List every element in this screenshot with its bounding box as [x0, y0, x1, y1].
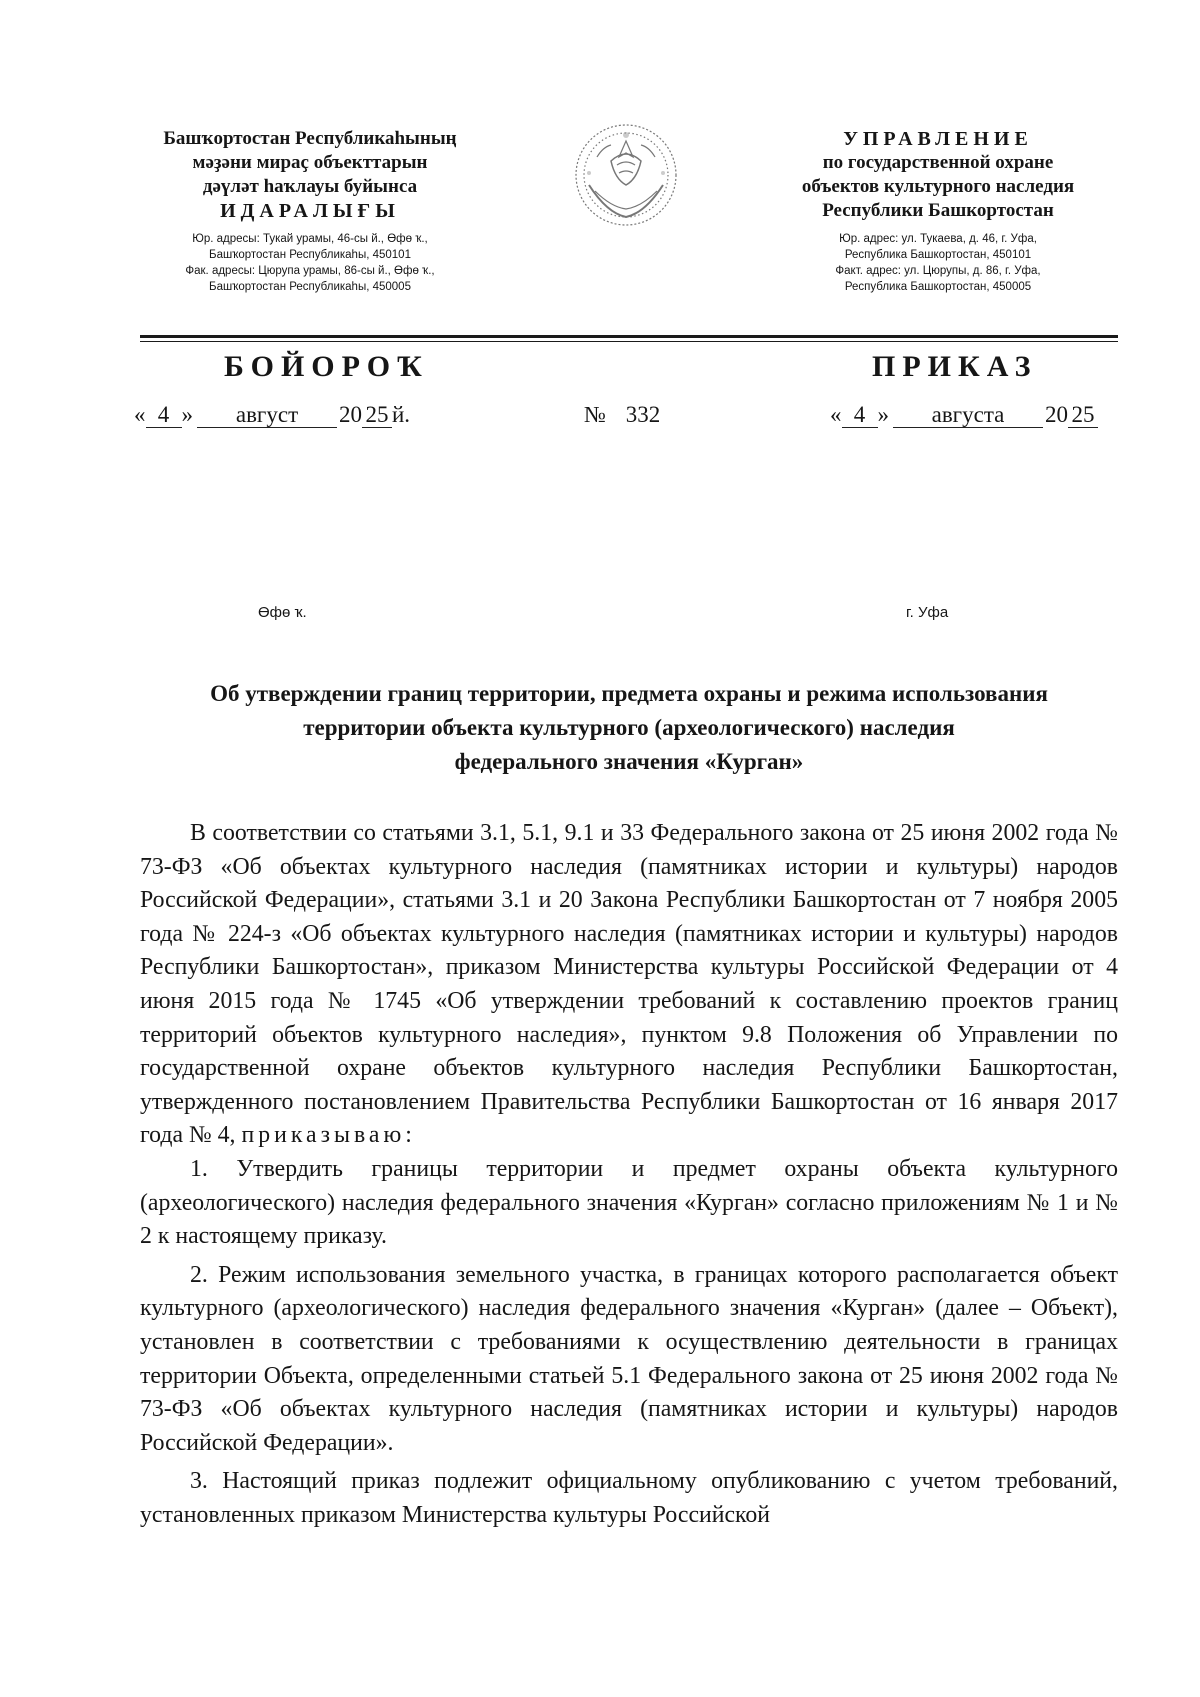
header-left-line-2: мәҙәни мираҫ объекттарын	[192, 152, 428, 173]
header-divider-thin	[140, 341, 1118, 342]
header-left-address-line-4: Башҡортостан Республикаһы, 450005	[209, 281, 411, 293]
document-body	[140, 817, 1118, 1532]
city-bashkir: Өфө ҡ.	[258, 604, 307, 621]
document-title-line-1: Об утверждении границ территории, предмета охраны и режима использования	[210, 681, 1048, 706]
body-paragraph-2: 2. Режим использования земельного участка, в границах которого располагается объект культурного (археологического) наследия федерального значения «Курган» (далее – Объект), установлен в соответствии с требованиями к осуществлению деятельности в границах территории Объекта, определенными статьей 5.1 Федерального закона от 25 июня 2002 года № 73-ФЗ «Об объектах культурного наследия (памятниках истории и культуры) народов Российской Федерации».	[140, 1261, 1118, 1456]
coat-of-arms-emblem-icon	[567, 117, 685, 229]
date-right-year-prefix: 20	[1045, 402, 1068, 427]
header-right-line-1: по государственной охране	[822, 152, 1054, 173]
date-right	[830, 402, 1098, 428]
header-right-address-line-2: Республика Башкортостан, 450101	[844, 249, 1032, 261]
date-left-suffix: й.	[392, 402, 411, 427]
body-order-word: приказываю:	[241, 1122, 416, 1149]
header-left-address	[110, 231, 510, 295]
header-right-caps: УПРАВЛЕНИЕ	[843, 128, 1033, 150]
header-left-line-3: дәүләт һаҡлауы буйынса	[202, 176, 418, 197]
header-divider-thick	[140, 335, 1118, 338]
body-paragraph-3: 3. Настоящий приказ подлежит официальному опубликованию с учетом требований, установленных приказом Министерства культуры Российской	[140, 1468, 1118, 1528]
date-left-year-prefix: 20	[339, 402, 362, 427]
order-number	[584, 402, 660, 428]
header-left-line-1: Башҡортостан Республикаһының	[163, 128, 457, 149]
date-right-year: 25	[1068, 403, 1098, 428]
date-left	[134, 402, 410, 428]
document-title	[140, 677, 1118, 779]
body-preamble-text: В соответствии со статьями 3.1, 5.1, 9.1 и 33 Федерального закона от 25 июня 2002 года № 73-ФЗ «Об объектах культурного наследия (памятниках истории и культуры) народов Российской Федерации», статьями 3.1 и 20 Закона Республики Башкортостан от 7 ноября 2005 года № 224-з «Об объектах культурного наследия (памятниках истории и культуры) народов Республики Башкортостан», приказом Министерства культуры Российской Федерации от 4 июня 2015 года № 1745 «Об утверждении требований к составлению проектов границ территорий объектов культурного наследия», пунктом 9.8 Положения об Управлении по государственной охране объектов культурного наследия Республики Башкортостан, утвержденного постановлением Правительства Республики Башкортостан от 16 января 2017 года № 4,	[140, 820, 1118, 1149]
header-right-address-line-4: Республика Башкортостан, 450005	[844, 281, 1032, 293]
header-left-caps: ИДАРАЛЫҒЫ	[220, 200, 400, 222]
date-right-day: 4	[842, 403, 878, 428]
date-right-close-quote: »	[877, 402, 889, 427]
header-right-russian	[738, 127, 1138, 295]
header-right-address-line-1: Юр. адрес: ул. Тукаева, д. 46, г. Уфа,	[839, 233, 1037, 245]
doc-type-bashkir: БОЙОРОҠ	[224, 350, 429, 383]
header-left-address-line-1: Юр. адресы: Тукай урамы, 46-сы й., Өфө ҡ.,	[192, 233, 428, 245]
date-left-close-quote: »	[181, 402, 193, 427]
order-number-label: №	[584, 402, 606, 427]
body-paragraph-preamble	[140, 817, 1118, 1153]
date-left-day: 4	[146, 403, 182, 428]
date-left-year: 25	[362, 403, 392, 428]
city-russian: г. Уфа	[906, 604, 949, 621]
header-right-address	[738, 231, 1138, 295]
header-left-bashkir	[110, 127, 510, 295]
document-title-line-3: федерального значения «Курган»	[454, 749, 804, 774]
header-right-line-2: объектов культурного наследия	[801, 176, 1075, 197]
date-right-month: августа	[893, 403, 1043, 428]
header-right-address-line-3: Факт. адрес: ул. Цюрупы, д. 86, г. Уфа,	[835, 265, 1041, 277]
doc-type-russian: ПРИКАЗ	[872, 350, 1038, 383]
body-paragraph-1: 1. Утвердить границы территории и предмет охраны объекта культурного (археологического) наследия федерального значения «Курган» согласно приложениям № 1 и № 2 к настоящему приказу.	[140, 1155, 1118, 1250]
date-right-open-quote: «	[830, 402, 842, 427]
date-left-month: август	[197, 403, 337, 428]
document-title-line-2: территории объекта культурного (археологического) наследия	[303, 715, 955, 740]
order-number-value: 332	[625, 402, 661, 427]
header-left-address-line-2: Башҡортостан Республикаһы, 450101	[209, 249, 411, 261]
header-right-line-3: Республики Башкортостан	[822, 200, 1054, 221]
date-left-open-quote: «	[134, 402, 146, 427]
header-left-address-line-3: Фак. адресы: Цюрупа урамы, 86-сы й., Өфө ҡ.,	[185, 265, 435, 277]
